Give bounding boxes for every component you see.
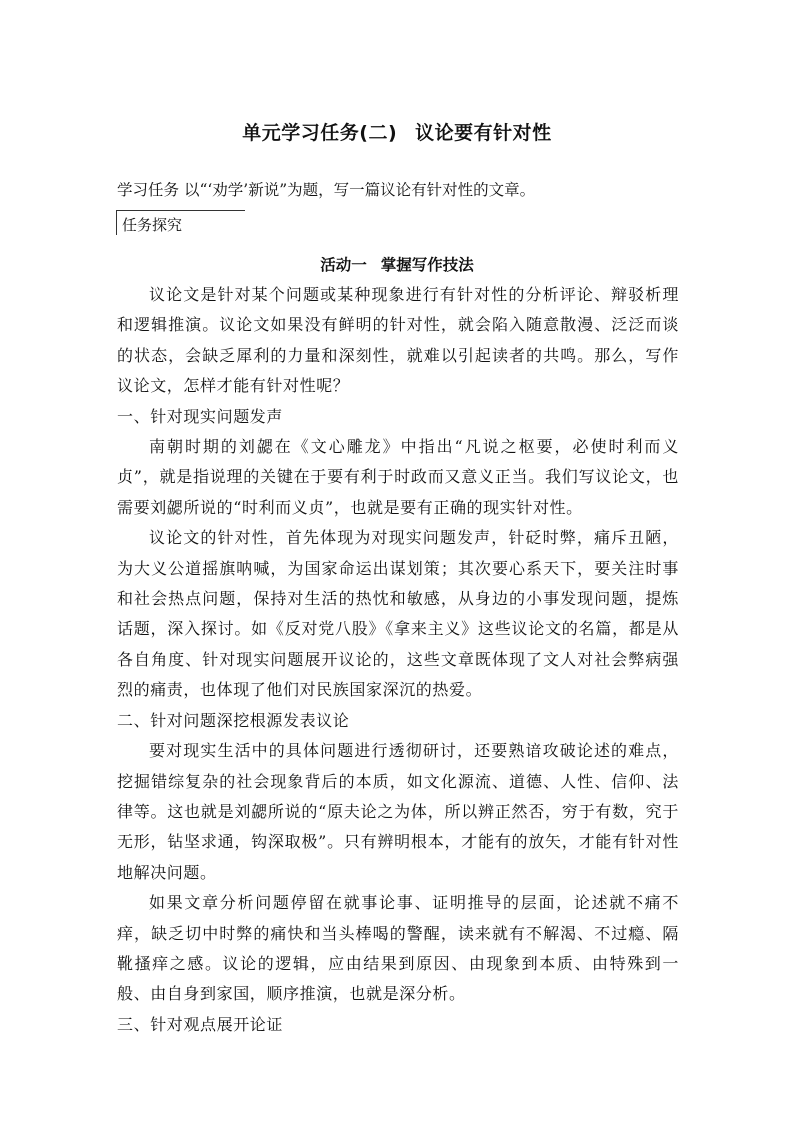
section-1-paragraph-2: 议论文的针对性，首先体现为对现实问题发声，针砭时弊，痛斥丑陋，为大义公道摇旗呐喊，为国家命运出谋划策；其次要心系天下，要关注时事和社会热点问题，保持对生活的热忱和敏感，从身边的小事发现问题，提炼话题，深入探讨。如《反对党八股》《拿来主义》这些议论文的名篇，都是从各自角度、针对现实问题展开议论的，这些文章既体现了文人对社会弊病强烈的痛责，也体现了他们对民族国家深沉的热爱。	[117, 528, 679, 700]
document-body	[117, 280, 679, 1040]
title-sub: 议论要有针对性	[415, 122, 552, 144]
intro-paragraph: 议论文是针对某个问题或某种现象进行有针对性的分析评论、辩驳析理和逻辑推演。议论文如果没有鲜明的针对性，就会陷入随意散漫、泛泛而谈的状态，会缺乏犀利的力量和深刻性，就难以引起读者的共鸣。那么，写作议论文，怎样才能有针对性呢？	[117, 285, 679, 396]
section-box-label: 任务探究	[122, 216, 183, 234]
section-heading-2: 二、针对问题深挖根源发表议论	[117, 710, 350, 730]
activity-name: 掌握写作技法	[380, 256, 474, 274]
section-2-paragraph-2: 如果文章分析问题停留在就事论事、证明推导的层面，论述就不痛不痒，缺乏切中时弊的痛快和当头棒喝的警醒，读来就有不解渴、不过瘾、隔靴搔痒之感。议论的逻辑，应由结果到原因、由现象到本质、由特殊到一般、由自身到家国，顺序推演，也就是深分析。	[117, 893, 679, 1004]
learning-task	[117, 178, 535, 200]
activity-heading	[0, 253, 794, 275]
learning-task-label: 学习任务	[117, 181, 180, 199]
section-heading-3: 三、针对观点展开论证	[117, 1014, 284, 1034]
learning-task-text: 以“‘劝学’新说”为题，写一篇议论有针对性的文章。	[183, 181, 536, 199]
title-main: 单元学习任务(二)	[242, 122, 398, 144]
section-1-paragraph-1: 南朝时期的刘勰在《文心雕龙》中指出“凡说之枢要，必使时利而义贞”，就是指说理的关键在于要有利于时政而又意义正当。我们写议论文，也需要刘勰所说的“时利而义贞”，也就是要有正确的现实针对性。	[117, 437, 679, 517]
section-box	[116, 210, 245, 235]
page-title	[0, 118, 794, 145]
section-2-paragraph-1: 要对现实生活中的具体问题进行透彻研讨，还要熟谙攻破论述的难点，挖掘错综复杂的社会现象背后的本质，如文化源流、道德、人性、信仰、法律等。这也就是刘勰所说的“原夫论之为体，所以辨正然否，穷于有数，究于无形，钻坚求通，钩深取极”。只有辨明根本，才能有的放矢，才能有针对性地解决问题。	[117, 741, 679, 882]
section-heading-1: 一、针对现实问题发声	[117, 406, 284, 426]
activity-number: 活动一	[320, 256, 367, 274]
